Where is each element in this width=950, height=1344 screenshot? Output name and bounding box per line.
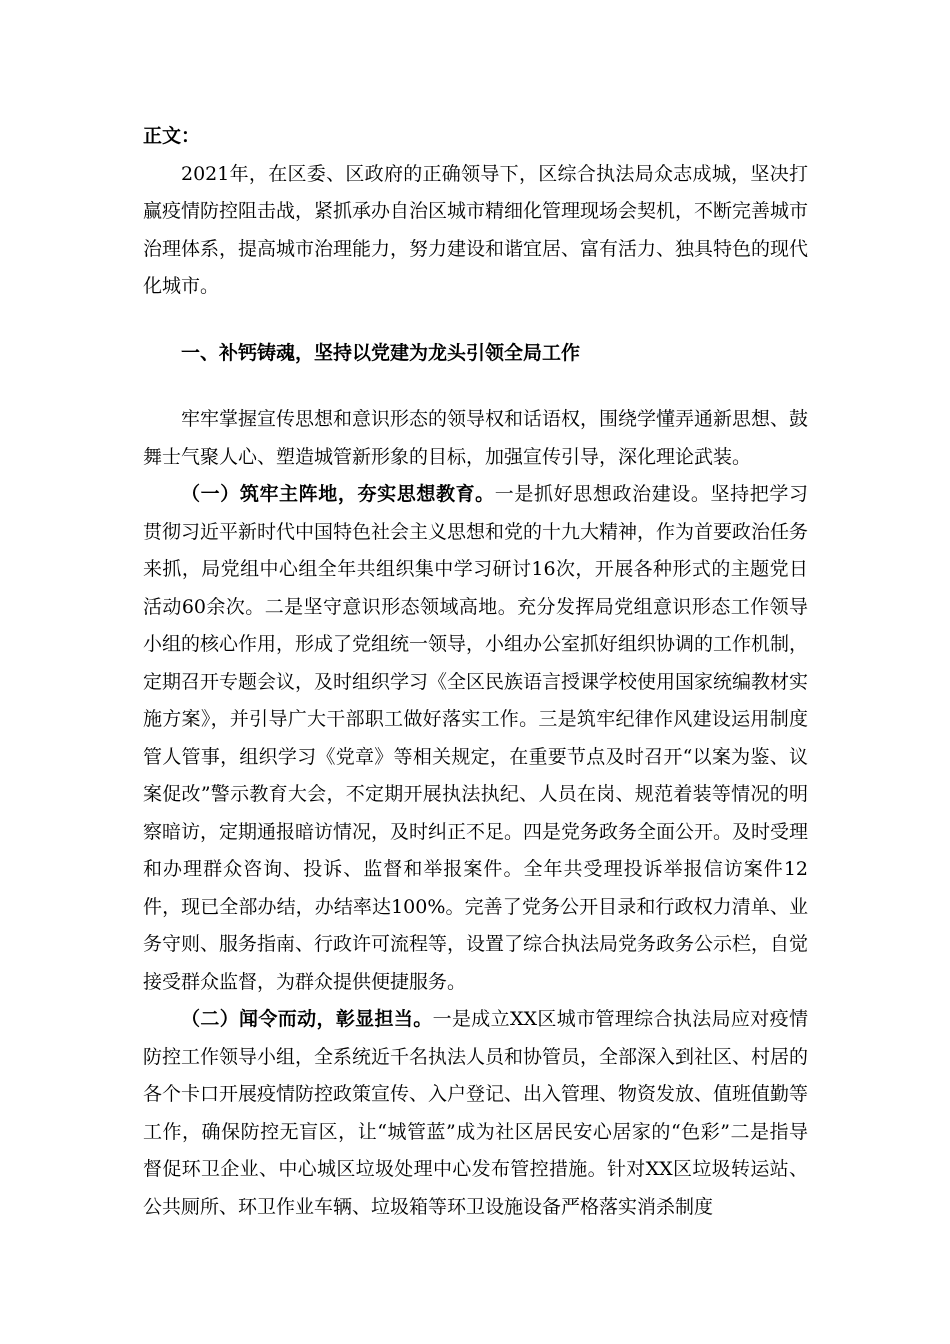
body-label: 正文： (143, 125, 201, 147)
document-body (143, 118, 808, 1226)
subsection-1-body: 一是抓好思想政治建设。坚持把学习贯彻习近平新时代中国特色社会主义思想和党的十九大精神，作为首要政治任务来抓，局党组中心组全年共组织集中学习研讨16次，开展各种形式的主题党日活动60余次。二是坚守意识形态领域高地。充分发挥局党组意识形态工作领导小组的核心作用，形成了党组统一领导，小组办公室抓好组织协调的工作机制，定期召开专题会议，及时组织学习《全区民族语言授课学校使用国家统编教材实施方案》，并引导广大干部职工做好落实工作。三是筑牢纪律作风建设运用制度管人管事，组织学习《党章》等相关规定，在重要节点及时召开“以案为鉴、议案促改”警示教育大会，不定期开展执法执纪、人员在岗、规范着装等情况的明察暗访，定期通报暗访情况，及时纠正不足。四是党务政务全面公开。及时受理和办理群众咨询、投诉、监督和举报案件。全年共受理投诉举报信访案件12件，现已全部办结，办结率达100%。完善了党务公开目录和行政权力清单、业务守则、服务指南、行政许可流程等，设置了综合执法局党务政务公示栏，自觉接受群众监督，为群众提供便捷服务。 (143, 483, 809, 993)
subsection-1-title: （一）筑牢主阵地，夯实思想教育。 (181, 483, 495, 505)
section-1-intro-paragraph: 牢牢掌握宣传思想和意识形态的领导权和话语权，围绕学懂弄通新思想、鼓舞士气聚人心、塑造城管新形象的目标，加强宣传引导，深化理论武装。 (143, 408, 809, 468)
subsection-1-paragraph (143, 476, 808, 1001)
section-heading-1: 一、补钙铸魂，坚持以党建为龙头引领全局工作 (181, 341, 581, 364)
subsection-2-paragraph (143, 1001, 808, 1226)
subsection-2-title: （二）闻令而动，彰显担当。 (181, 1008, 433, 1030)
intro-paragraph: 2021年，在区委、区政府的正确领导下，区综合执法局众志成城，坚决打赢疫情防控阻击战，紧抓承办自治区城市精细化管理现场会契机，不断完善城市治理体系，提高城市治理能力，努力建设和谐宜居、富有活力、独具特色的现代化城市。 (143, 162, 809, 297)
subsection-2-body: 一是成立XX区城市管理综合执法局应对疫情防控工作领导小组，全系统近千名执法人员和协管员，全部深入到社区、村居的各个卡口开展疫情防控政策宣传、入户登记、出入管理、物资发放、值班值勤等工作，确保防控无盲区，让“城管蓝”成为社区居民安心居家的“色彩”二是指导督促环卫企业、中心城区垃圾处理中心发布管控措施。针对XX区垃圾转运站、公共厕所、环卫作业车辆、垃圾箱等环卫设施设备严格落实消杀制度 (143, 1008, 809, 1218)
